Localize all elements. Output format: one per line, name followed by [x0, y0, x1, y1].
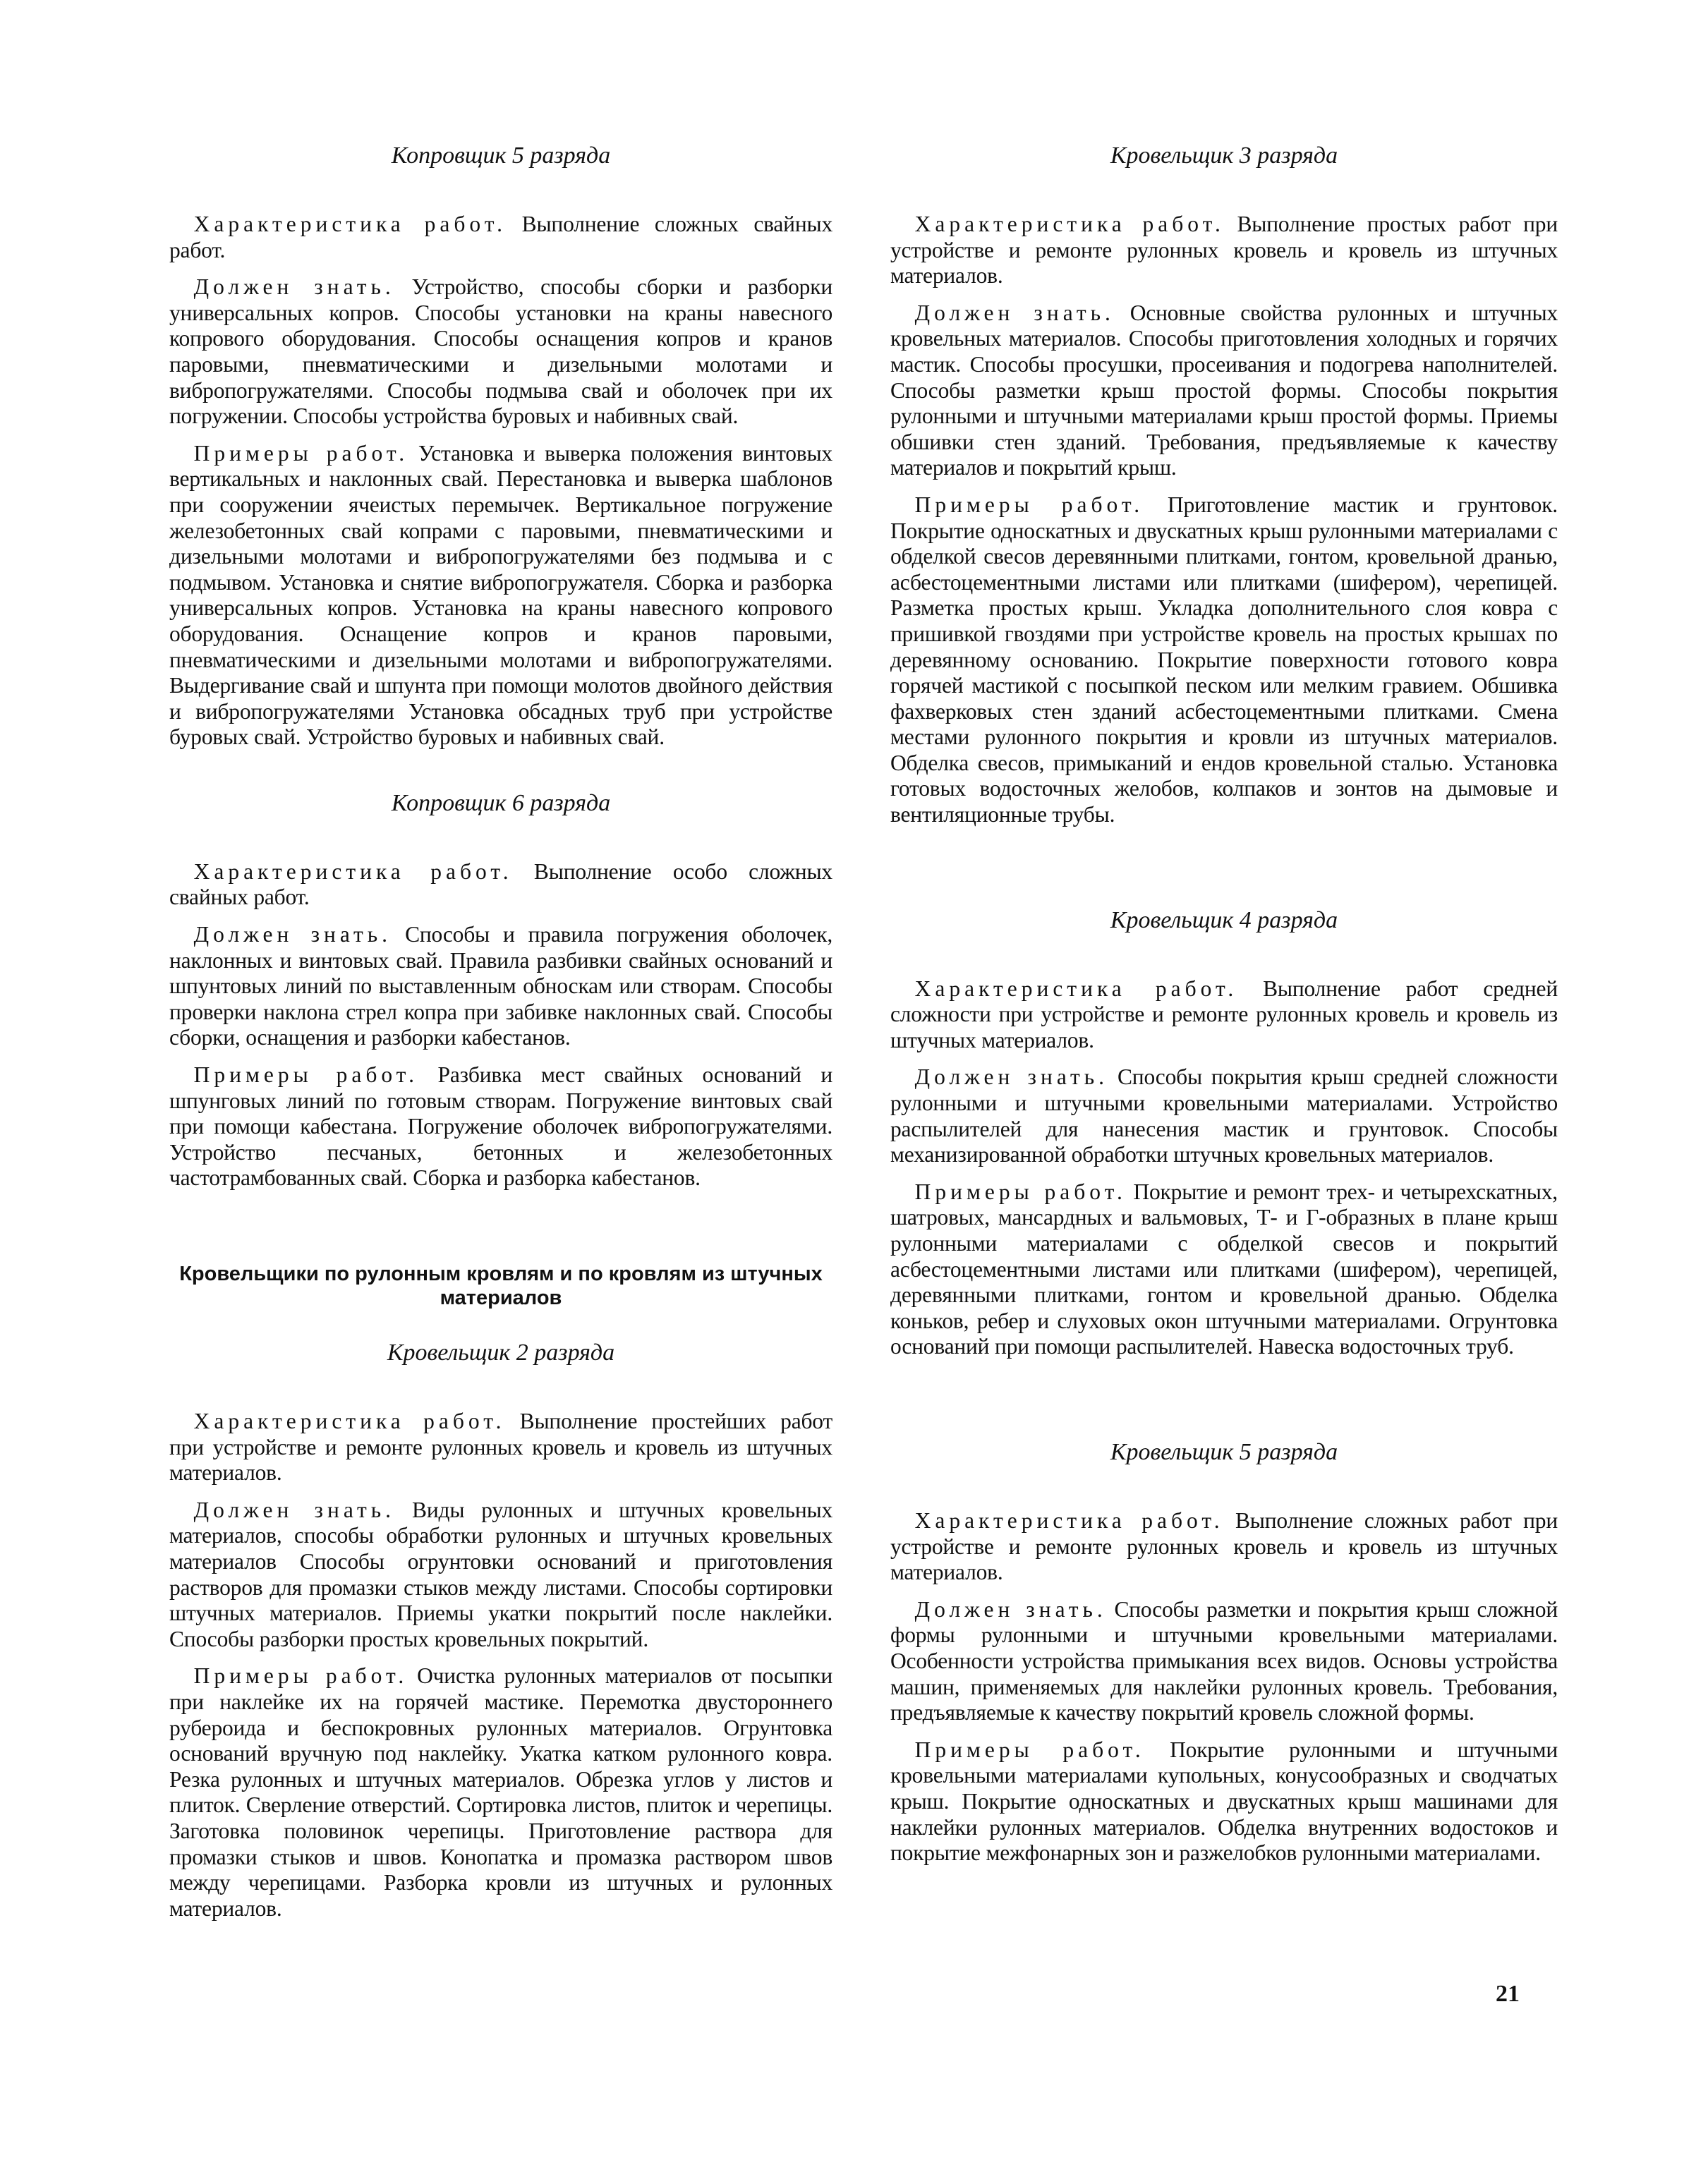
examples-lead: Примеры работ. [193, 1062, 418, 1088]
examples-lead: Примеры работ. [193, 440, 409, 466]
examples-text: Очистка рулонных материалов от посыпки при наклейке их на горячей мастике. Перемотка двустороннего рубероида и беспокровных рулонных материалов. Огрунтовка оснований вручную под наклейку. Укатка катком рулонного ковра. Резка рулонных и штучных материалов. Обрезка углов у листов и плиток. Сверление отверстий. Сортировка листов, плиток и черепицы. Заготовка половинок черепицы. Приготовление раствора для промазки стыков и швов. Конопатка и промазка раствором швов между черепицами. Разборка кровли из штучных и рулонных материалов. [169, 1663, 832, 1921]
knowledge-lead: Должен знать. [914, 1596, 1107, 1622]
examples-text: Установка и выверка положения винтовых вертикальных и наклонных свай. Перестановка и выверка шаблонов при сооружении ячеистых перемычек. Вертикальное погружение железобетонных свай копрами с паровыми, пневматическими и дизельными молотами и вибропогружателями без подмыва и с подмывом. Установка и снятие вибропогружателя. Сборка и разборка универсальных копров. Установка на краны навесного копрового оборудования. Оснащение копров и кранов паровыми, пневматическими и дизельными молотами и вибропогружателями. Выдергивание свай и шпунта при помощи молотов двойного действия и вибропогружателями Установка обсадных труб при устройстве буровых свай. Устройство буровых и набивных свай. [169, 440, 832, 750]
characteristic-lead: Характеристика работ. [914, 976, 1238, 1001]
examples-paragraph [169, 1062, 832, 1191]
knowledge-text: Способы разметки и покрытия крыш сложной формы рулонными и штучными кровельными материалами. Особенности устройства примыкания всех видов. Основы устройства машин, применяемых для наклейки рулонных кровель. Требования, предъявляемые к качеству покрытий кровель сложной формы. [890, 1596, 1558, 1725]
knowledge-paragraph [890, 301, 1558, 481]
characteristic-paragraph [890, 976, 1558, 1054]
knowledge-lead: Должен знать. [914, 1064, 1109, 1090]
examples-lead: Примеры работ. [193, 1663, 408, 1689]
examples-lead: Примеры работ. [914, 1179, 1127, 1204]
knowledge-paragraph [890, 1597, 1558, 1726]
examples-lead: Примеры работ. [914, 492, 1144, 517]
grade-title: Кровельщик 5 разряда [1110, 1438, 1338, 1465]
knowledge-paragraph [169, 1498, 832, 1653]
knowledge-text: Основные свойства рулонных и штучных кровельных материалов. Способы приготовления холодных и горячих мастик. Способы просушки, просеивания и подогрева наполнителей. Способы разметки крыш простой формы. Способы покрытия рулонными и штучными материалами крыш простой формы. Приемы обшивки стен зданий. Требования, предъявляемые к качеству материалов и покрытий крыш. [890, 300, 1558, 480]
examples-text: Покрытие и ремонт трех- и четырехскатных, шатровых, мансардных и вальмовых, Т- и Г-образных в плане крыш рулонными материалами с обделкой свесов и покрытий асбестоцементными листами или плитками (шифером), черепицей, деревянными плитками, гонтом и кровельной дранью. Обделка коньков, ребер и слуховых окон штучными материалами. Огрунтовка оснований при помощи распылителей. Навеска водосточных труб. [890, 1179, 1558, 1359]
characteristic-text: Выполнение простых работ при устройстве и ремонте рулонных кровель и кровель из штучных материалов. [890, 212, 1558, 289]
characteristic-paragraph [890, 212, 1558, 289]
knowledge-lead: Должен знать. [193, 1497, 396, 1522]
knowledge-text: Способы покрытия крыш средней сложности рулонными и штучными кровельными материалами. Устройство распылителей для нанесения мастик и грунтовок. Способы механизированной обработки штучных кровельных материалов. [890, 1064, 1558, 1167]
grade-title: Копровщик 6 разряда [391, 789, 611, 816]
knowledge-text: Способы и правила погружения оболочек, наклонных и винтовых свай. Правила разбивки свайных оснований и шпунтовых линий по выставленным обноскам или створам. Способы проверки наклона стрел копра при забивке наклонных свай. Способы сборки, оснащения и разборки кабестанов. [169, 922, 833, 1050]
characteristic-lead: Характеристика работ. [193, 212, 507, 236]
knowledge-paragraph [890, 1064, 1558, 1167]
section-heading: Кровельщики по рулонным кровлям и по кровлям из штучных материалов [179, 1263, 823, 1309]
examples-lead: Примеры работ. [914, 1737, 1145, 1762]
section-krov5 [890, 1438, 1558, 1866]
knowledge-lead: Должен знать. [193, 274, 395, 300]
section-krov3 [890, 141, 1558, 828]
characteristic-paragraph [169, 1409, 832, 1486]
characteristic-lead: Характеристика работ. [914, 1507, 1224, 1533]
section-krov4 [890, 906, 1558, 1360]
examples-paragraph [890, 492, 1558, 828]
examples-text: Разбивка мест свайных оснований и шпунговых линий по готовым створам. Погружение винтовых свай при помощи кабестана. Погружение оболочек вибропогружателями. Устройство песчаных, бетонных и железобетонных частотрамбованных свай. Сборка и разборка кабестанов. [169, 1062, 832, 1191]
examples-paragraph [890, 1179, 1558, 1360]
characteristic-lead: Характеристика работ. [193, 858, 513, 884]
characteristic-paragraph [890, 1508, 1558, 1586]
knowledge-text: Виды рулонных и штучных кровельных материалов, способы обработки рулонных и штучных кровельных материалов Способы огрунтовки оснований и приготовления растворов для промазки стыков между листами. Способы сортировки штучных материалов. Приемы укатки покрытий после наклейки. Способы разборки простых кровельных покрытий. [169, 1497, 832, 1651]
examples-text: Покрытие рулонными и штучными кровельными материалами купольных, конусообразных и сводчатых крыш. Покрытие односкатных и двускатных крыш машинами для наклейки рулонных материалов. Обделка внутренних водостоков и покрытие межфонарных зон и разжелобков рулонными материалами. [890, 1737, 1558, 1866]
characteristic-paragraph [169, 859, 832, 911]
characteristic-lead: Характеристика работ. [193, 1409, 506, 1433]
left-column [169, 141, 832, 1933]
grade-title: Кровельщик 3 разряда [1110, 142, 1338, 169]
examples-paragraph [890, 1737, 1558, 1866]
grade-title: Кровельщик 2 разряда [387, 1340, 615, 1366]
examples-paragraph [169, 441, 832, 751]
knowledge-paragraph [169, 274, 832, 430]
page-number: 21 [1496, 1981, 1520, 2007]
examples-text: Приготовление мастик и грунтовок. Покрытие односкатных и двускатных крыш рулонными материалами с обделкой свесов деревянными плитками, гонтом, кровельной дранью, асбестоцементными листами или плитками (шифером), черепицей. Разметка простых крыш. Укладка дополнительного слоя ковра с пришивкой гвоздями при устройстве кровель на простых крышах по деревянному основанию. Покрытие поверхности готового ковра горячей мастикой с посыпкой песком или мелким гравием. Обшивка фахверковых стен зданий асбестоцементными плитками. Смена местами рулонного покрытия и кровли из штучных материалов. Обделка свесов, примыканий и ендов кровельной сталью. Установка готовых водосточных желобов, колпаков и зонтов на дымовые и вентиляционные трубы. [890, 492, 1558, 827]
characteristic-text: Выполнение простейших работ при устройстве и ремонте рулонных кровель и кровель из штучных материалов. [169, 1409, 833, 1486]
grade-title: Кровельщик 4 разряда [1110, 906, 1338, 933]
characteristic-paragraph [169, 212, 832, 263]
characteristic-text: Выполнение сложных свайных работ. [169, 212, 833, 262]
knowledge-lead: Должен знать. [914, 300, 1115, 325]
characteristic-text: Выполнение особо сложных свайных работ. [169, 858, 832, 910]
grade-title: Копровщик 5 разряда [391, 142, 611, 169]
section-kopr6 [169, 789, 832, 1191]
right-column [890, 141, 1558, 1878]
section-kopr5 [169, 141, 832, 751]
characteristic-text: Выполнение сложных работ при устройстве и ремонте рулонных кровель и кровель из штучных материалов. [890, 1507, 1558, 1585]
section-krov2 [169, 1338, 832, 1922]
characteristic-text: Выполнение работ средней сложности при устройстве и ремонте рулонных кровель и кровель из штучных материалов. [890, 976, 1558, 1052]
characteristic-lead: Характеристика работ. [914, 212, 1225, 236]
knowledge-lead: Должен знать. [193, 922, 392, 947]
examples-paragraph [169, 1663, 832, 1922]
knowledge-paragraph [169, 922, 832, 1051]
knowledge-text: Устройство, способы сборки и разборки универсальных копров. Способы установки на краны навесного копрового оборудования. Способы оснащения копров и кранов паровыми, пневматическими и дизельными молотами и вибропогружателями. Способы подмыва свай и оболочек при их погружении. Способы устройства буровых и набивных свай. [169, 274, 832, 429]
